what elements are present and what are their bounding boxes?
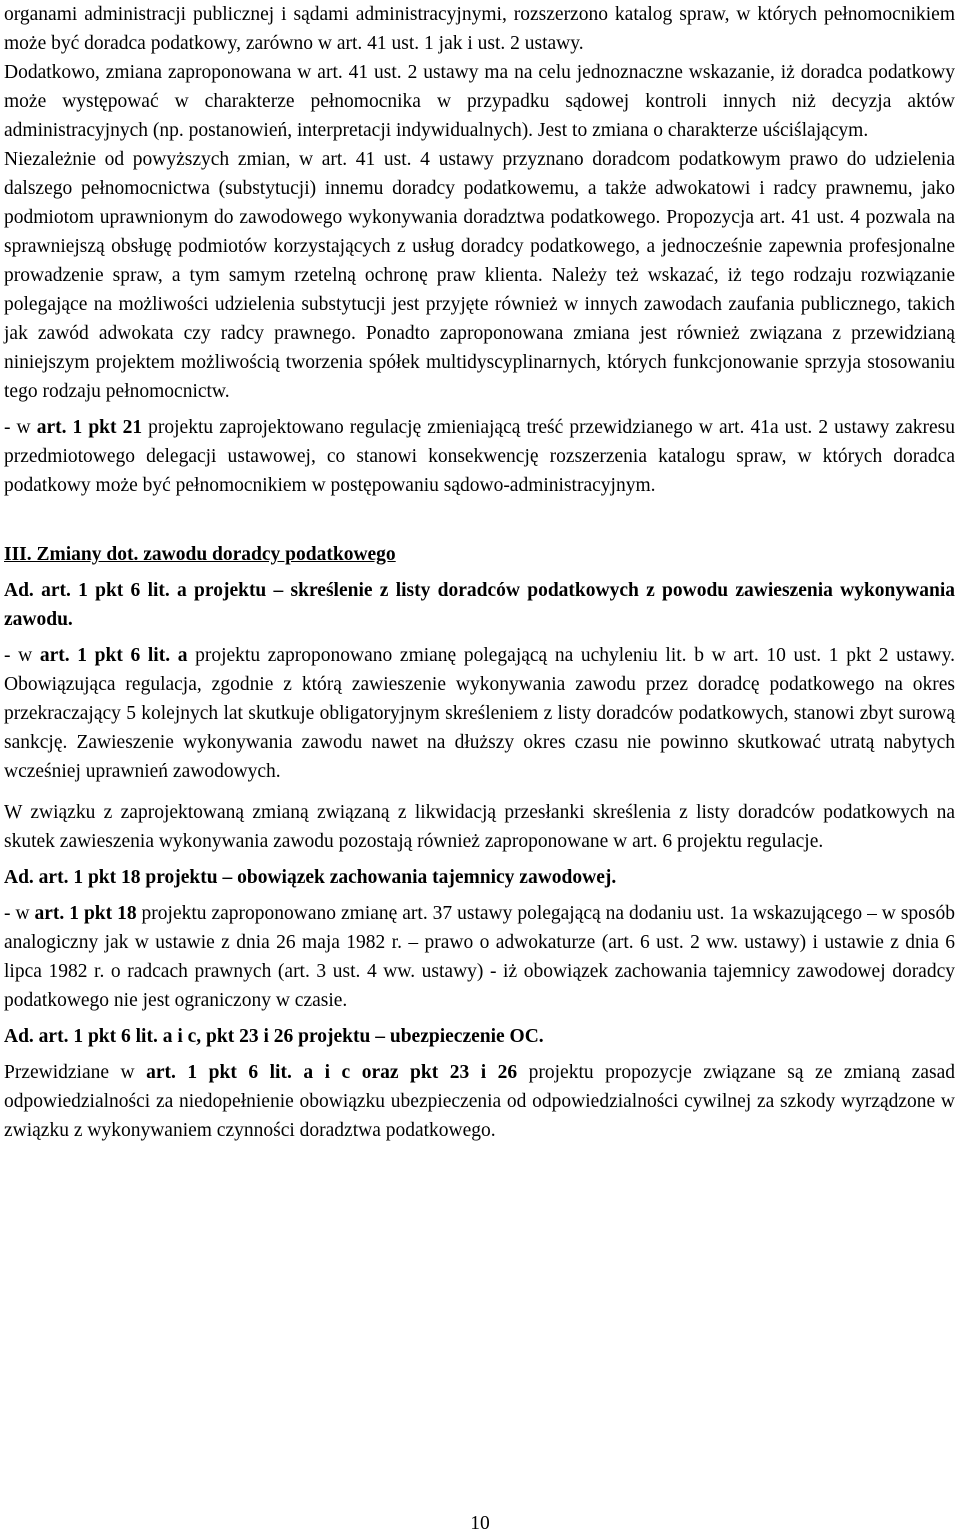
- subheading-confidentiality: Ad. art. 1 pkt 18 projektu – obowiązek zachowania tajemnicy zawodowej.: [4, 867, 617, 888]
- bold-reference: art. 1 pkt 6 lit. a: [39, 645, 188, 666]
- section-heading: III. Zmiany dot. zawodu doradcy podatkowego: [4, 544, 396, 565]
- paragraph-art1-pkt18: [4, 899, 955, 1015]
- paragraph-body: projektu zaprojektowano regulację zmieniającą treść przewidzianego w art. 41a ust. 2 ustawy zakresu przedmiotowego delegacji ustawowej, co stanowi konsekwencję rozszerzenia katalogu spraw, w których doradca podatkowy może być pełnomocnikiem w postępowaniu sądowo-administracyjnym.: [4, 417, 956, 496]
- paragraph-lead: Przewidziane w: [4, 1062, 147, 1083]
- paragraph-continuation: organami administracji publicznej i sądami administracyjnymi, rozszerzono katalog spraw, w których pełnomocnikiem może być doradca podatkowy, zarówno w art. 41 ust. 1 jak i ust. 2 ustawy.: [4, 4, 955, 54]
- dash-prefix: - w: [4, 417, 37, 438]
- dash-prefix: - w: [4, 645, 40, 666]
- dash-prefix: - w: [4, 903, 35, 924]
- paragraph-insurance: [4, 1058, 955, 1145]
- bold-reference: art. 1 pkt 18: [34, 903, 137, 924]
- paragraph-body: projektu zaproponowano zmianę art. 37 ustawy polegającą na dodaniu ust. 1a wskazującego – w sposób analogiczny jak w ustawie z dnia 26 maja 1982 r. – prawo o adwokaturze (art. 6 ust. 2 ww. ustawy) i ustawie z dnia 6 lipca 1982 r. o radcach prawnych (art. 3 ust. 4 ww. ustawy) - iż obowiązek zachowania tajemnicy zawodowej doradcy podatkowego nie jest ograniczony w czasie.: [4, 903, 955, 1011]
- document-page: [4, 0, 955, 1145]
- paragraph-art6-regulations: W związku z zaprojektowaną zmianą związaną z likwidacją przesłanki skreślenia z listy doradców podatkowych na skutek zawieszenia wykonywania zawodu pozostają również zaproponowane w art. 6 projektu regulacje.: [4, 802, 955, 852]
- paragraph-art41-ust4: Niezależnie od powyższych zmian, w art. 41 ust. 4 ustawy przyznano doradcom podatkowym prawo do udzielenia dalszego pełnomocnictwa (substytucji) innemu doradcy podatkowemu, a także adwokatowi i radcy prawnemu, jako podmiotom uprawnionym do zawodowego wykonywania doradztwa podatkowego. Propozycja art. 41 ust. 4 pozwala na sprawniejszą obsługę podmiotów korzystających z usług doradcy podatkowego, a jednocześnie zapewnia profesjonalne prowadzenie spraw, a tym samym rzetelną ochronę praw klienta. Należy też wskazać, iż tego rodzaju rozwiązanie polegające na możliwości udzielenia substytucji jest przyjęte również w innych zawodach zaufania publicznego, takich jak zawód adwokata czy radcy prawnego. Ponadto zaproponowana zmiana jest również związana z przewidzianą niniejszym projektem możliwością tworzenia spółek multidyscyplinarnych, których funkcjonowanie sprzyja stosowaniu tego rodzaju pełnomocnictw.: [4, 149, 955, 402]
- paragraph-art1-pkt6-lit-a: [4, 641, 955, 786]
- bold-reference: art. 1 pkt 6 lit. a i c oraz pkt 23 i 26: [146, 1062, 518, 1083]
- paragraph-art1-pkt21: [4, 413, 955, 500]
- subheading-suspension: Ad. art. 1 pkt 6 lit. a projektu – skreślenie z listy doradców podatkowych z powodu zawieszenia wykonywania zawodu.: [4, 580, 955, 630]
- bold-reference: art. 1 pkt 21: [36, 417, 143, 438]
- paragraph-body: projektu propozycje związane są ze zmianą zasad odpowiedzialności za niedopełnienie obowiązku ubezpieczenia od odpowiedzialności cywilnej za szkody wyrządzone w związku z wykonywaniem czynności doradztwa podatkowego.: [4, 1062, 955, 1141]
- subheading-insurance: Ad. art. 1 pkt 6 lit. a i c, pkt 23 i 26 projektu – ubezpieczenie OC.: [4, 1026, 544, 1047]
- paragraph-art41-ust2: Dodatkowo, zmiana zaproponowana w art. 41 ust. 2 ustawy ma na celu jednoznaczne wskazanie, iż doradca podatkowy może występować w charakterze pełnomocnika w przypadku sądowej kontroli innych niż decyzja aktów administracyjnych (np. postanowień, interpretacji indywidualnych). Jest to zmiana o charakterze uściślającym.: [4, 62, 955, 141]
- page-number: 10: [470, 1513, 490, 1534]
- paragraph-body: projektu zaproponowano zmianę polegającą na uchyleniu lit. b w art. 10 ust. 1 pkt 2 ustawy. Obowiązująca regulacja, zgodnie z którą zawieszenie wykonywania zawodu przez doradcę podatkowego na okres przekraczający 5 kolejnych lat skutkuje obligatoryjnym skreśleniem z listy doradców podatkowych, stanowi zbyt surową sankcję. Zawieszenie wykonywania zawodu nawet na dłuższy okres czasu nie powinno skutkować utratą nabytych wcześniej uprawnień zawodowych.: [4, 645, 955, 782]
